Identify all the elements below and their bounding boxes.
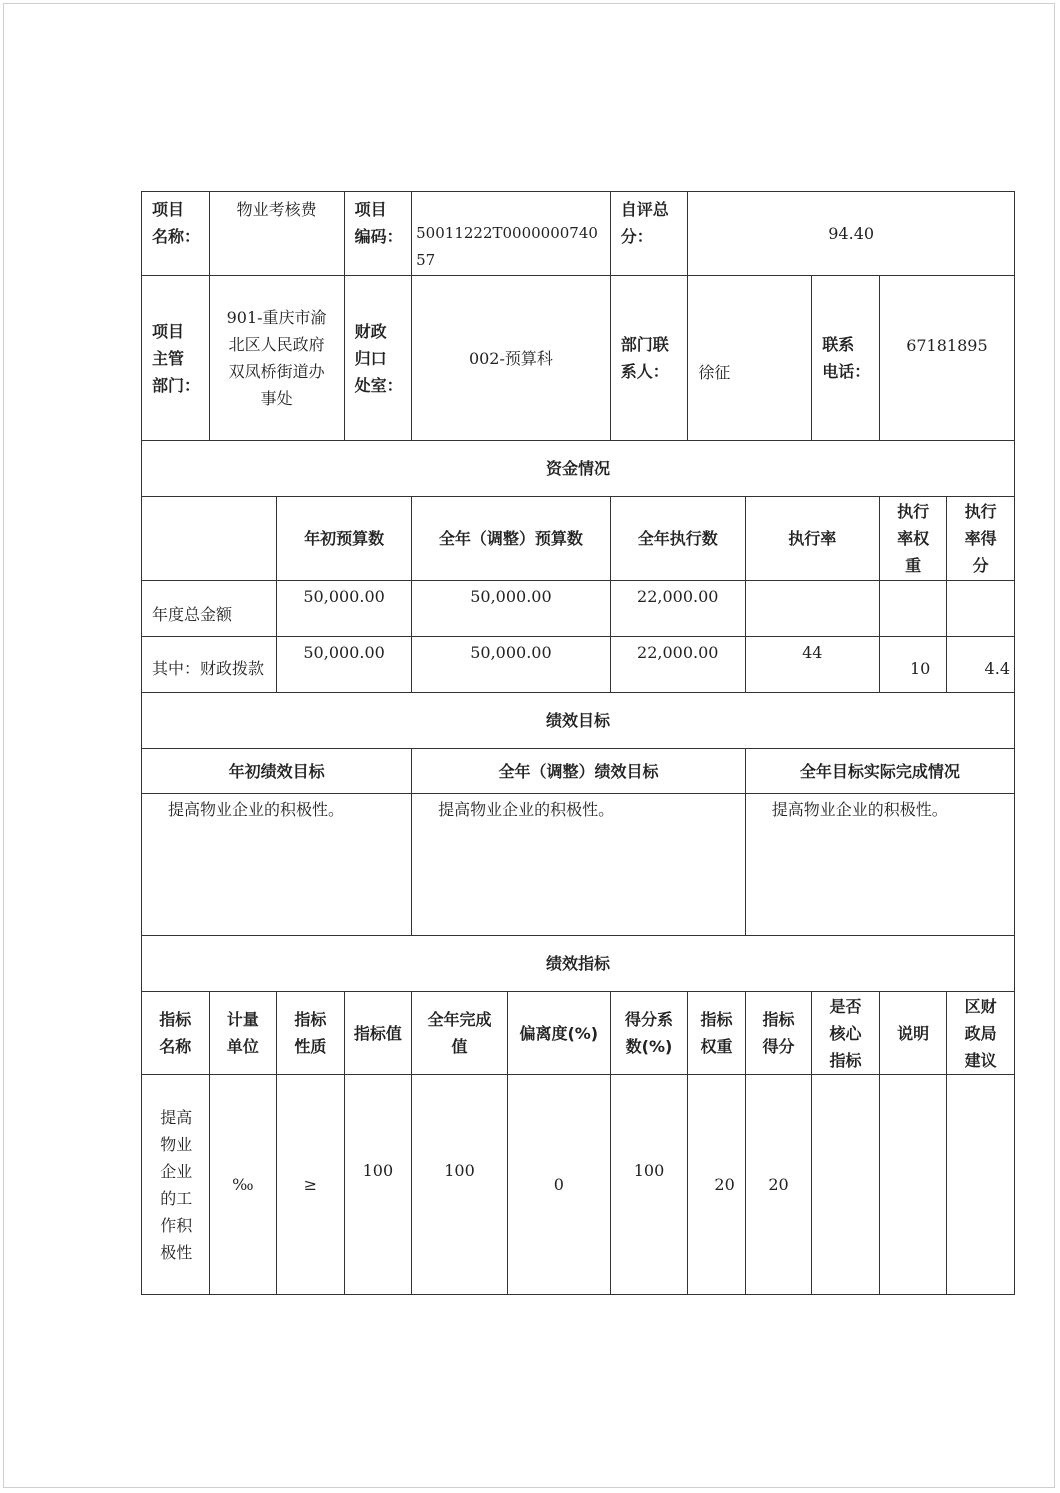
finance-office-value: 002-预算科: [412, 276, 611, 441]
ind-cell-actual: 100: [412, 1075, 508, 1295]
project-code-value: 50011222T000000074057: [412, 192, 611, 276]
funds-row-label: 其中：财政拨款: [142, 637, 277, 693]
funds-col-score: 执行 率得 分: [947, 497, 1015, 581]
funds-cell-score: 4.4: [947, 637, 1015, 693]
funds-col-adjusted: 全年（调整）预算数: [412, 497, 611, 581]
ind-cell-score: 20: [745, 1075, 812, 1295]
funds-section-title: 资金情况: [142, 441, 1015, 497]
ind-col-advice: 区财 政局 建议: [947, 992, 1015, 1075]
ind-col-unit: 计量 单位: [209, 992, 277, 1075]
funds-header-blank: [142, 497, 277, 581]
goal-initial-text: 提高物业企业的积极性。: [142, 794, 412, 936]
ind-cell-target: 100: [344, 1075, 412, 1295]
ind-cell-unit: ‰: [209, 1075, 277, 1295]
funds-row-fiscal: [142, 637, 1015, 693]
ind-cell-advice: [947, 1075, 1015, 1295]
funds-cell-adjusted: 50,000.00: [412, 581, 611, 637]
goals-header-row: [142, 749, 1015, 794]
project-name-label: 项目 名称：: [142, 192, 210, 276]
indicators-section-title: 绩效指标: [142, 936, 1015, 992]
goals-col-adjusted: 全年（调整）绩效目标: [412, 749, 746, 794]
funds-col-rate: 执行率: [745, 497, 879, 581]
goal-adjusted-text: 提高物业企业的积极性。: [412, 794, 746, 936]
performance-report-table: [141, 191, 1015, 1295]
funds-header-row: [142, 497, 1015, 581]
ind-col-coefficient: 得分系 数(%): [610, 992, 688, 1075]
project-code-label: 项目 编码：: [344, 192, 412, 276]
self-score-value: 94.40: [688, 192, 1015, 276]
contact-person-value: 徐征: [688, 276, 812, 441]
funds-col-executed: 全年执行数: [610, 497, 745, 581]
goals-col-actual: 全年目标实际完成情况: [745, 749, 1014, 794]
funds-row-total: [142, 581, 1015, 637]
ind-col-target: 指标值: [344, 992, 412, 1075]
ind-cell-coefficient: 100: [610, 1075, 688, 1295]
ind-col-deviation: 偏离度(%): [507, 992, 610, 1075]
funds-cell-executed: 22,000.00: [610, 581, 745, 637]
funds-cell-initial: 50,000.00: [277, 581, 412, 637]
indicators-section-title-row: [142, 936, 1015, 992]
phone-label: 联系 电话：: [812, 276, 880, 441]
ind-col-name: 指标 名称: [142, 992, 210, 1075]
project-info-row: [142, 192, 1015, 276]
ind-col-core: 是否 核心 指标: [812, 992, 880, 1075]
goals-col-initial: 年初绩效目标: [142, 749, 412, 794]
funds-cell-executed: 22,000.00: [610, 637, 745, 693]
funds-cell-weight: 10: [879, 637, 947, 693]
goal-actual-text: 提高物业企业的积极性。: [745, 794, 1014, 936]
department-row: [142, 276, 1015, 441]
goals-section-title-row: [142, 693, 1015, 749]
funds-cell-weight: [879, 581, 947, 637]
funds-cell-score: [947, 581, 1015, 637]
funds-section-title-row: [142, 441, 1015, 497]
self-score-label: 自评总 分：: [610, 192, 688, 276]
project-name-value: 物业考核费: [209, 192, 344, 276]
indicator-row: [142, 1075, 1015, 1295]
funds-cell-adjusted: 50,000.00: [412, 637, 611, 693]
ind-col-actual: 全年完成 值: [412, 992, 508, 1075]
funds-cell-rate: [745, 581, 879, 637]
ind-col-score: 指标 得分: [745, 992, 812, 1075]
ind-col-note: 说明: [879, 992, 947, 1075]
indicators-header-row: [142, 992, 1015, 1075]
ind-cell-deviation: 0: [507, 1075, 610, 1295]
funds-col-weight: 执行 率权 重: [879, 497, 947, 581]
finance-office-label: 财政 归口 处室：: [344, 276, 412, 441]
ind-col-weight: 指标 权重: [688, 992, 745, 1075]
funds-cell-initial: 50,000.00: [277, 637, 412, 693]
funds-row-label: 年度总金额: [142, 581, 277, 637]
contact-person-label: 部门联 系人：: [610, 276, 688, 441]
ind-cell-weight: 20: [688, 1075, 745, 1295]
department-value: 901-重庆市渝北区人民政府双凤桥街道办事处: [209, 276, 344, 441]
department-label: 项目 主管 部门：: [142, 276, 210, 441]
goals-section-title: 绩效目标: [142, 693, 1015, 749]
ind-cell-nature: ≥: [277, 1075, 345, 1295]
phone-value: 67181895: [879, 276, 1014, 441]
ind-cell-note: [879, 1075, 947, 1295]
funds-col-initial: 年初预算数: [277, 497, 412, 581]
funds-cell-rate: 44: [745, 637, 879, 693]
ind-col-nature: 指标 性质: [277, 992, 345, 1075]
goals-values-row: [142, 794, 1015, 936]
ind-cell-name: 提高物业企业的工作积极性: [142, 1075, 210, 1295]
ind-cell-core: [812, 1075, 880, 1295]
